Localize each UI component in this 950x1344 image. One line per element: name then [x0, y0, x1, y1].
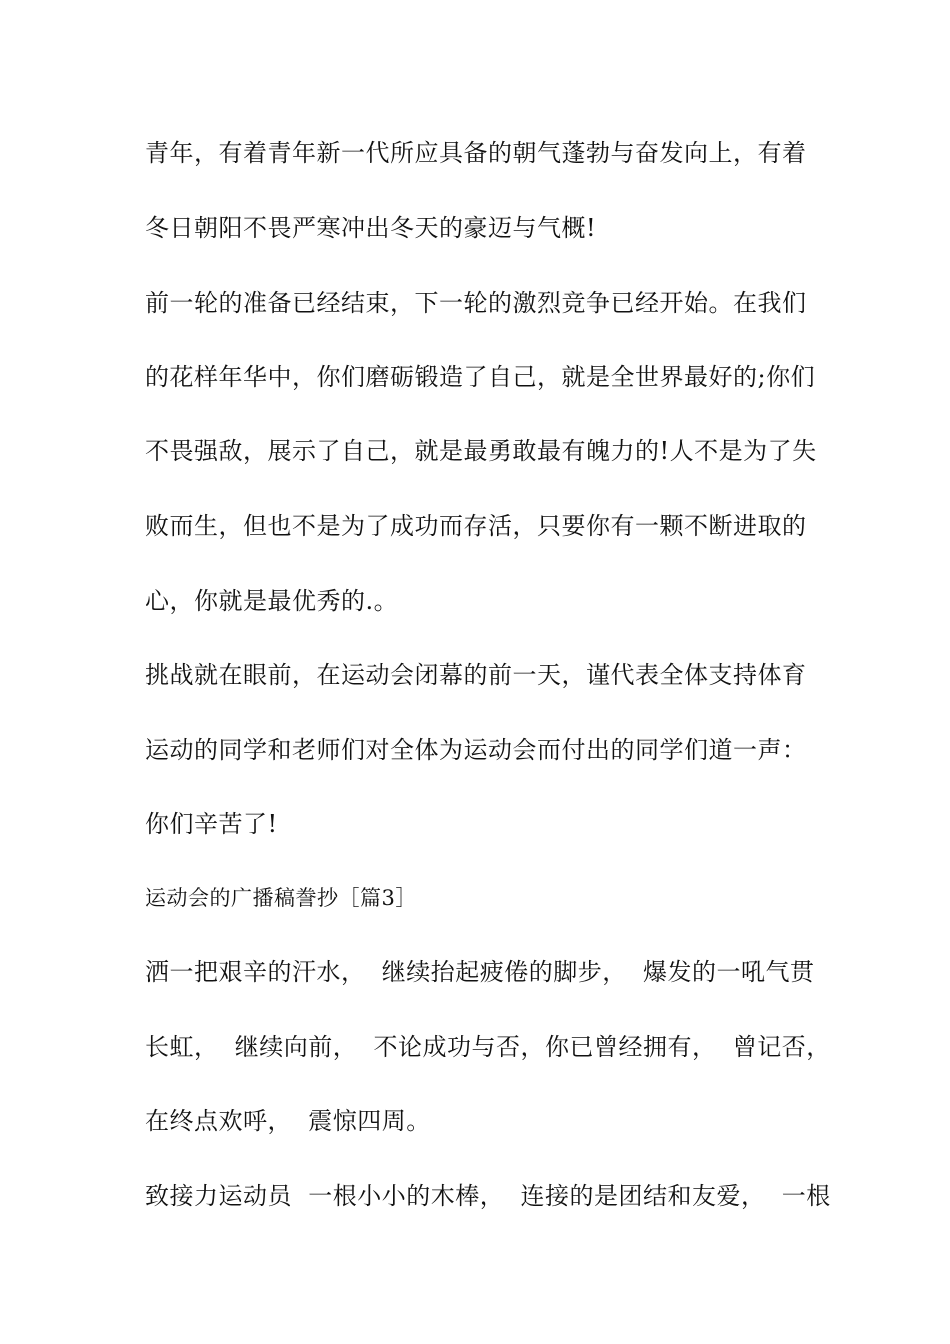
text-line: 在终点欢呼， 震惊四周。: [145, 1107, 431, 1135]
text-line: 心，你就是最优秀的.。: [145, 587, 399, 615]
text-line: 前一轮的准备已经结束，下一轮的激烈竞争已经开始。在我们: [145, 289, 807, 317]
text-line: 败而生，但也不是为了成功而存活，只要你有一颗不断进取的: [145, 512, 807, 540]
text-line: 不畏强敌，展示了自己，就是最勇敢最有魄力的!人不是为了失: [145, 437, 817, 465]
text-line: 冬日朝阳不畏严寒冲出冬天的豪迈与气概!: [145, 214, 597, 242]
text-line: 的花样年华中，你们磨砺锻造了自己，就是全世界最好的;你们: [145, 363, 816, 391]
text-line: 洒一把艰辛的汗水， 继续抬起疲倦的脚步， 爆发的一吼气贯: [145, 958, 815, 986]
text-line: 青年，有着青年新一代所应具备的朝气蓬勃与奋发向上，有着: [145, 139, 807, 167]
section-heading: 运动会的广播稿誊抄［篇3］: [145, 886, 417, 910]
text-line: 运动的同学和老师们对全体为运动会而付出的同学们道一声：: [145, 736, 807, 764]
text-line: 长虹， 继续向前， 不论成功与否，你已曾经拥有， 曾记否，: [145, 1033, 831, 1061]
text-line: 致接力运动员 一根小小的木棒， 连接的是团结和友爱， 一根: [145, 1182, 831, 1210]
text-line: 你们辛苦了!: [145, 810, 278, 838]
text-line: 挑战就在眼前，在运动会闭幕的前一天，谨代表全体支持体育: [145, 661, 807, 689]
